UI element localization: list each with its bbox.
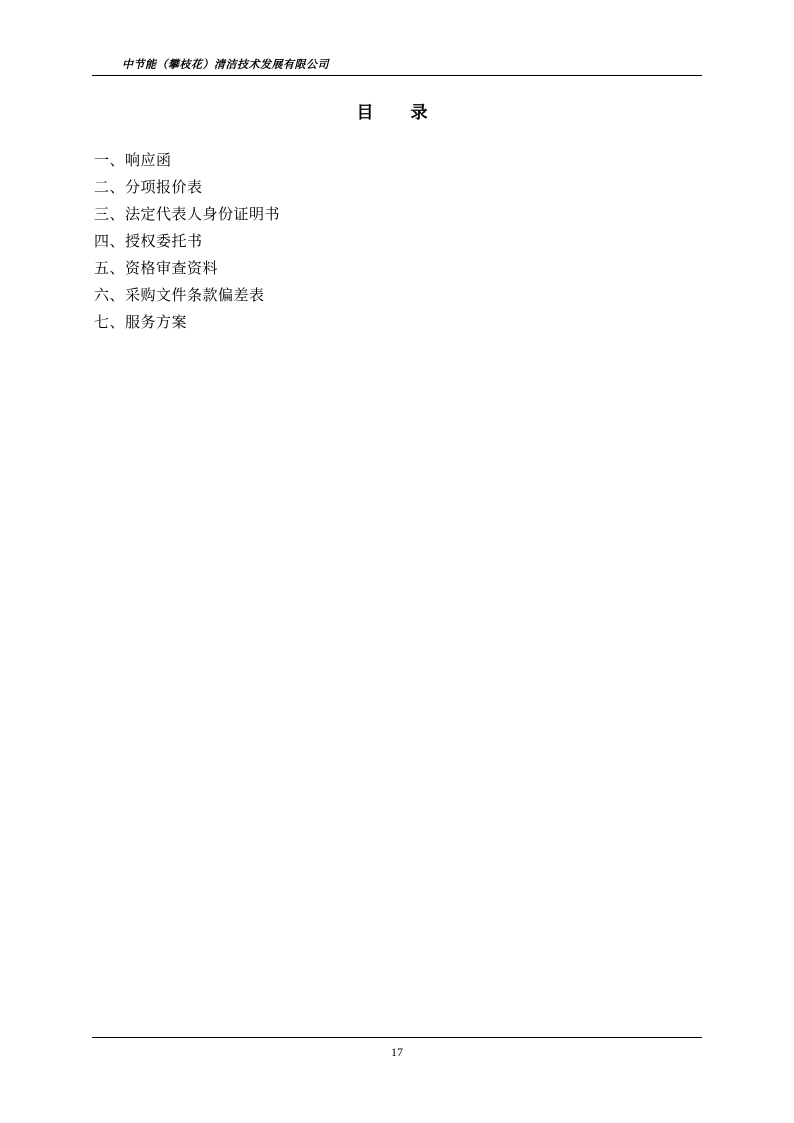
table-of-contents: [94, 148, 704, 337]
toc-item-2[interactable]: 二、分项报价表: [94, 180, 203, 196]
toc-item-3[interactable]: 三、法定代表人身份证明书: [94, 207, 281, 223]
page-title: 目 录: [356, 103, 438, 123]
toc-item-4[interactable]: 四、授权委托书: [94, 234, 203, 250]
toc-item-5[interactable]: 五、资格审查资料: [94, 261, 219, 277]
toc-item-1[interactable]: 一、响应函: [94, 153, 172, 169]
page-footer: [92, 1037, 702, 1061]
page-header: [92, 58, 702, 76]
toc-item-7[interactable]: 七、服务方案: [94, 315, 188, 331]
page-number: 17: [391, 1045, 403, 1059]
header-company-name: 中节能（攀枝花）清洁技术发展有限公司: [122, 58, 329, 71]
toc-item-6[interactable]: 六、采购文件条款偏差表: [94, 288, 265, 304]
